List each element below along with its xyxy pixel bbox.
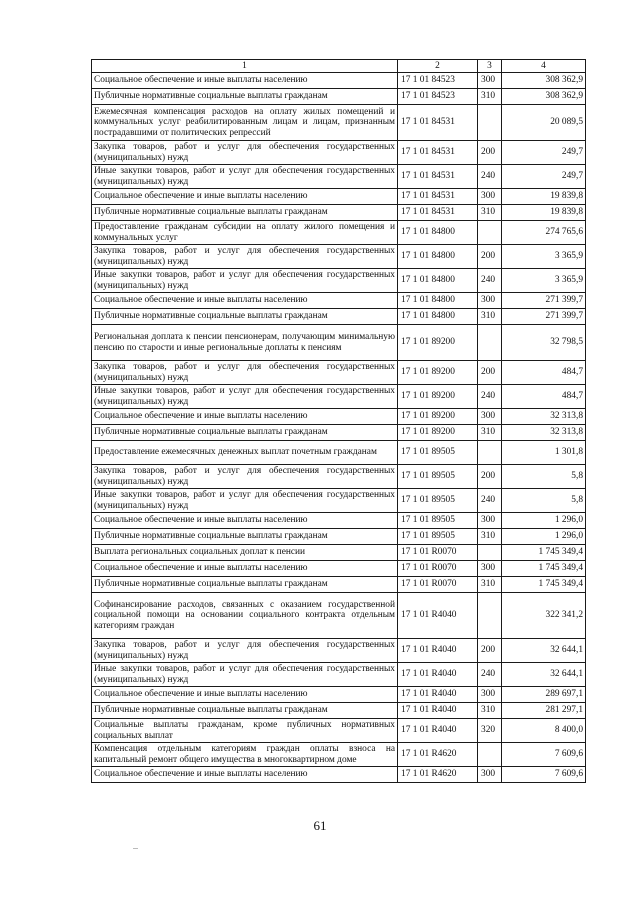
row-amount: 7 609,6	[502, 767, 586, 783]
row-amount: 484,7	[502, 361, 586, 385]
row-type: 200	[478, 141, 502, 165]
row-type: 200	[478, 361, 502, 385]
table-row	[92, 293, 586, 309]
row-code: 17 1 01 89505	[398, 529, 478, 545]
row-amount: 271 399,7	[502, 309, 586, 325]
row-type: 310	[478, 425, 502, 441]
row-amount: 1 301,8	[502, 441, 586, 465]
table-row	[92, 105, 586, 141]
row-code: 17 1 01 R4040	[398, 593, 478, 639]
row-amount: 3 365,9	[502, 269, 586, 293]
row-name: Закупка товаров, работ и услуг для обеспечения государственных (муниципальных) нужд	[92, 465, 398, 489]
row-name: Предоставление гражданам субсидии на оплату жилого помещения и коммунальных услуг	[92, 221, 398, 245]
row-code: 17 1 01 84800	[398, 309, 478, 325]
table-row	[92, 141, 586, 165]
row-name: Публичные нормативные социальные выплаты гражданам	[92, 703, 398, 719]
row-type	[478, 221, 502, 245]
row-name: Публичные нормативные социальные выплаты гражданам	[92, 205, 398, 221]
row-type: 300	[478, 189, 502, 205]
row-code: 17 1 01 89505	[398, 465, 478, 489]
table-row	[92, 767, 586, 783]
row-amount: 32 644,1	[502, 663, 586, 687]
row-amount: 249,7	[502, 141, 586, 165]
table-row	[92, 73, 586, 89]
row-name: Публичные нормативные социальные выплаты гражданам	[92, 309, 398, 325]
row-code: 17 1 01 R0070	[398, 545, 478, 561]
table-row	[92, 325, 586, 361]
row-type: 310	[478, 577, 502, 593]
row-amount: 1 296,0	[502, 513, 586, 529]
table-row	[92, 743, 586, 767]
row-type: 240	[478, 489, 502, 513]
row-amount: 1 296,0	[502, 529, 586, 545]
table-row	[92, 385, 586, 409]
row-name: Публичные нормативные социальные выплаты гражданам	[92, 425, 398, 441]
row-amount: 20 089,5	[502, 105, 586, 141]
row-name: Иные закупки товаров, работ и услуг для обеспечения государственных (муниципальных) нужд	[92, 663, 398, 687]
row-code: 17 1 01 R4620	[398, 767, 478, 783]
row-name: Публичные нормативные социальные выплаты гражданам	[92, 529, 398, 545]
row-name: Иные закупки товаров, работ и услуг для обеспечения государственных (муниципальных) нужд	[92, 269, 398, 293]
row-type: 300	[478, 767, 502, 783]
row-code: 17 1 01 89505	[398, 441, 478, 465]
table-row	[92, 269, 586, 293]
row-amount: 308 362,9	[502, 89, 586, 105]
header-col-3: 3	[478, 60, 502, 73]
table-row	[92, 221, 586, 245]
row-code: 17 1 01 84531	[398, 189, 478, 205]
row-name: Социальные выплаты гражданам, кроме публичных нормативных социальных выплат	[92, 719, 398, 743]
row-amount: 274 765,6	[502, 221, 586, 245]
header-col-4: 4	[502, 60, 586, 73]
row-code: 17 1 01 84531	[398, 165, 478, 189]
row-type: 310	[478, 205, 502, 221]
table-row	[92, 409, 586, 425]
row-code: 17 1 01 84800	[398, 293, 478, 309]
row-type	[478, 545, 502, 561]
row-code: 17 1 01 89200	[398, 325, 478, 361]
row-amount: 7 609,6	[502, 743, 586, 767]
row-name: Компенсация отдельным категориям граждан оплаты взноса на капитальный ремонт общего имущества в многоквартирном доме	[92, 743, 398, 767]
row-type: 240	[478, 165, 502, 189]
row-type: 310	[478, 529, 502, 545]
row-type	[478, 105, 502, 141]
row-code: 17 1 01 R4620	[398, 743, 478, 767]
table-row	[92, 89, 586, 105]
row-type: 310	[478, 89, 502, 105]
row-code: 17 1 01 84531	[398, 105, 478, 141]
row-code: 17 1 01 R0070	[398, 577, 478, 593]
row-name: Софинансирование расходов, связанных с оказанием государственной социальной помощи на основании социального контракта отдельным категориям граждан	[92, 593, 398, 639]
header-col-2: 2	[398, 60, 478, 73]
row-code: 17 1 01 89505	[398, 513, 478, 529]
table-row	[92, 529, 586, 545]
row-amount: 5,8	[502, 489, 586, 513]
row-code: 17 1 01 84531	[398, 205, 478, 221]
row-type: 240	[478, 663, 502, 687]
row-amount: 484,7	[502, 385, 586, 409]
row-name: Публичные нормативные социальные выплаты гражданам	[92, 89, 398, 105]
header-row	[92, 60, 586, 73]
row-name: Закупка товаров, работ и услуг для обеспечения государственных (муниципальных) нужд	[92, 639, 398, 663]
table-row	[92, 489, 586, 513]
row-name: Выплата региональных социальных доплат к пенсии	[92, 545, 398, 561]
row-name: Закупка товаров, работ и услуг для обеспечения государственных (муниципальных) нужд	[92, 361, 398, 385]
row-name: Закупка товаров, работ и услуг для обеспечения государственных (муниципальных) нужд	[92, 245, 398, 269]
table-row	[92, 561, 586, 577]
row-name: Региональная доплата к пенсии пенсионерам, получающим минимальную пенсию по старости и иные региональные доплаты к пенсиям	[92, 325, 398, 361]
row-type: 200	[478, 639, 502, 663]
row-type: 240	[478, 269, 502, 293]
row-amount: 308 362,9	[502, 73, 586, 89]
row-name: Иные закупки товаров, работ и услуг для обеспечения государственных (муниципальных) нужд	[92, 165, 398, 189]
row-type	[478, 325, 502, 361]
row-code: 17 1 01 R0070	[398, 561, 478, 577]
table-row	[92, 513, 586, 529]
row-code: 17 1 01 84523	[398, 89, 478, 105]
row-code: 17 1 01 89505	[398, 489, 478, 513]
row-type: 300	[478, 561, 502, 577]
row-code: 17 1 01 R4040	[398, 719, 478, 743]
row-type: 240	[478, 385, 502, 409]
row-type: 320	[478, 719, 502, 743]
row-type: 200	[478, 465, 502, 489]
row-code: 17 1 01 84800	[398, 269, 478, 293]
row-type	[478, 743, 502, 767]
table-row	[92, 425, 586, 441]
row-amount: 3 365,9	[502, 245, 586, 269]
row-amount: 32 313,8	[502, 425, 586, 441]
row-amount: 19 839,8	[502, 205, 586, 221]
table-row	[92, 639, 586, 663]
row-name: Предоставление ежемесячных денежных выплат почетным гражданам	[92, 441, 398, 465]
row-type: 300	[478, 293, 502, 309]
row-type: 200	[478, 245, 502, 269]
row-amount: 249,7	[502, 165, 586, 189]
row-type: 300	[478, 409, 502, 425]
table-row	[92, 465, 586, 489]
row-amount: 289 697,1	[502, 687, 586, 703]
row-code: 17 1 01 84800	[398, 245, 478, 269]
row-code: 17 1 01 89200	[398, 409, 478, 425]
row-name: Социальное обеспечение и иные выплаты населению	[92, 561, 398, 577]
row-amount: 32 644,1	[502, 639, 586, 663]
row-code: 17 1 01 84523	[398, 73, 478, 89]
row-type: 300	[478, 513, 502, 529]
row-amount: 32 798,5	[502, 325, 586, 361]
page-number: 61	[313, 818, 327, 833]
row-code: 17 1 01 R4040	[398, 639, 478, 663]
table-row	[92, 663, 586, 687]
row-type: 310	[478, 703, 502, 719]
row-code: 17 1 01 84800	[398, 221, 478, 245]
row-code: 17 1 01 84531	[398, 141, 478, 165]
row-code: 17 1 01 89200	[398, 361, 478, 385]
row-name: Социальное обеспечение и иные выплаты населению	[92, 409, 398, 425]
row-code: 17 1 01 R4040	[398, 703, 478, 719]
row-name: Социальное обеспечение и иные выплаты населению	[92, 687, 398, 703]
table-row	[92, 545, 586, 561]
row-amount: 322 341,2	[502, 593, 586, 639]
row-amount: 8 400,0	[502, 719, 586, 743]
row-amount: 281 297,1	[502, 703, 586, 719]
row-name: Социальное обеспечение и иные выплаты населению	[92, 513, 398, 529]
header-col-1: 1	[92, 60, 398, 73]
row-name: Социальное обеспечение и иные выплаты населению	[92, 767, 398, 783]
scan-artifact	[133, 848, 138, 849]
table-row	[92, 687, 586, 703]
table-row	[92, 245, 586, 269]
row-code: 17 1 01 89200	[398, 385, 478, 409]
table-row	[92, 361, 586, 385]
table-row	[92, 719, 586, 743]
row-type	[478, 441, 502, 465]
row-code: 17 1 01 R4040	[398, 687, 478, 703]
row-name: Социальное обеспечение и иные выплаты населению	[92, 73, 398, 89]
row-amount: 271 399,7	[502, 293, 586, 309]
table-row	[92, 189, 586, 205]
table-row	[92, 703, 586, 719]
row-name: Закупка товаров, работ и услуг для обеспечения государственных (муниципальных) нужд	[92, 141, 398, 165]
table-row	[92, 205, 586, 221]
row-name: Иные закупки товаров, работ и услуг для обеспечения государственных (муниципальных) нужд	[92, 385, 398, 409]
row-amount: 19 839,8	[502, 189, 586, 205]
row-type	[478, 593, 502, 639]
row-name: Публичные нормативные социальные выплаты гражданам	[92, 577, 398, 593]
row-type: 300	[478, 687, 502, 703]
table-row	[92, 577, 586, 593]
budget-table	[91, 59, 586, 783]
row-amount: 5,8	[502, 465, 586, 489]
row-name: Социальное обеспечение и иные выплаты населению	[92, 293, 398, 309]
row-name: Ежемесячная компенсация расходов на оплату жилых помещений и коммунальных услуг реабилитированным лицам и лицам, признанным пострадавшими от политических репрессий	[92, 105, 398, 141]
table-row	[92, 309, 586, 325]
row-amount: 1 745 349,4	[502, 577, 586, 593]
row-amount: 32 313,8	[502, 409, 586, 425]
row-name: Социальное обеспечение и иные выплаты населению	[92, 189, 398, 205]
row-type: 310	[478, 309, 502, 325]
table-row	[92, 165, 586, 189]
table-row	[92, 441, 586, 465]
row-type: 300	[478, 73, 502, 89]
row-code: 17 1 01 R4040	[398, 663, 478, 687]
row-amount: 1 745 349,4	[502, 561, 586, 577]
row-amount: 1 745 349,4	[502, 545, 586, 561]
row-code: 17 1 01 89200	[398, 425, 478, 441]
row-name: Иные закупки товаров, работ и услуг для обеспечения государственных (муниципальных) нужд	[92, 489, 398, 513]
table-row	[92, 593, 586, 639]
